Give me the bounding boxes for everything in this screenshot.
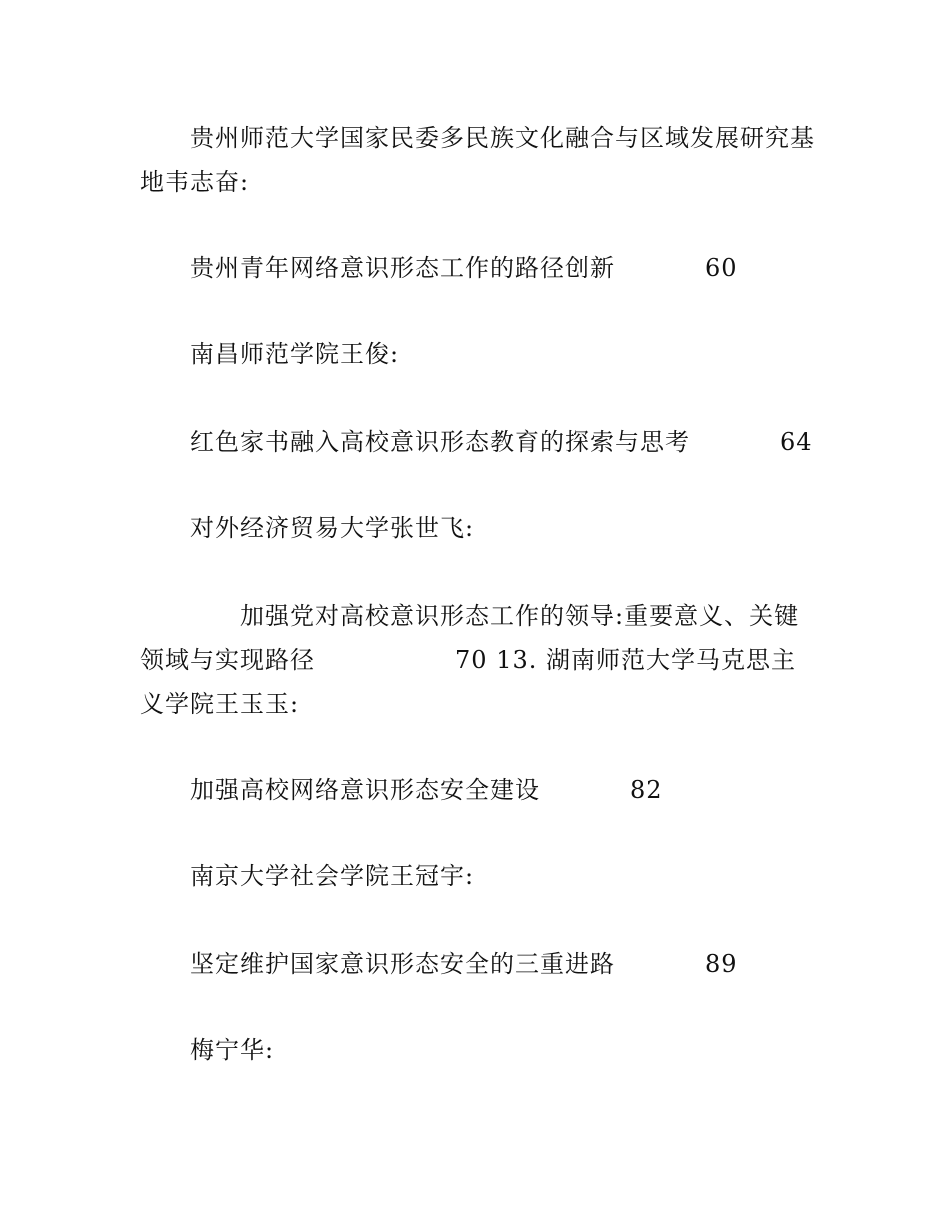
entry-author-6 bbox=[140, 1028, 820, 1072]
entry-text: 加强党对高校意识形态工作的领导:重要意义、关键领域与实现路径 bbox=[140, 602, 800, 674]
entry-text: 红色家书融入高校意识形态教育的探索与思考 bbox=[190, 428, 690, 456]
entry-title-5 bbox=[140, 942, 820, 986]
page-number: 64 bbox=[780, 428, 813, 456]
entry-title-4 bbox=[140, 768, 820, 812]
page-number: 70 bbox=[455, 646, 488, 674]
entry-author-3 bbox=[140, 506, 820, 550]
entry-text: 梅宁华: bbox=[190, 1036, 275, 1064]
entry-title-2 bbox=[140, 420, 820, 464]
entry-author-5 bbox=[140, 854, 820, 898]
entry-text: 贵州师范大学国家民委多民族文化融合与区域发展研究基地韦志奋: bbox=[140, 124, 815, 196]
entry-text: 南京大学社会学院王冠宇: bbox=[190, 862, 475, 890]
page-number: 89 bbox=[705, 950, 738, 978]
page-number: 82 bbox=[630, 776, 663, 804]
entry-author-2 bbox=[140, 332, 820, 376]
entry-text-continued: 13. 湖南师范大学马克思主义学院王玉玉: bbox=[140, 646, 796, 718]
entry-text: 坚定维护国家意识形态安全的三重进路 bbox=[190, 950, 615, 978]
entry-title-3 bbox=[140, 594, 820, 726]
entry-text: 加强高校网络意识形态安全建设 bbox=[190, 776, 540, 804]
page-number: 60 bbox=[705, 254, 738, 282]
entry-text: 对外经济贸易大学张世飞: bbox=[190, 514, 475, 542]
entry-text: 贵州青年网络意识形态工作的路径创新 bbox=[190, 254, 615, 282]
entry-text: 南昌师范学院王俊: bbox=[190, 340, 400, 368]
entry-author-1 bbox=[140, 116, 820, 204]
entry-title-1 bbox=[140, 246, 820, 290]
